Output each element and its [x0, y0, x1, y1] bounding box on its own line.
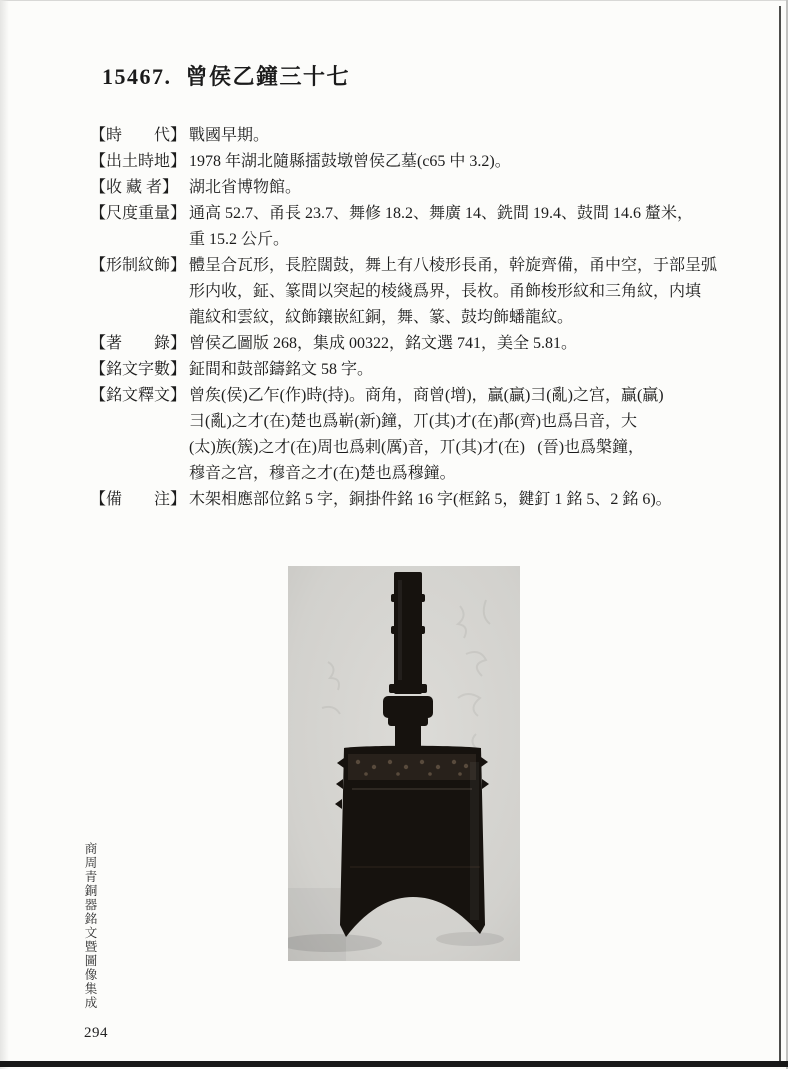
text-line: 木架相應部位銘 5 字，銅掛件銘 16 字(框銘 5，鍵釘 1 銘 5、2 銘 6)。 — [189, 491, 672, 508]
bell-photo-illustration — [288, 566, 520, 961]
entry-content — [189, 123, 738, 149]
text-line: 重 15.2 公斤。 — [189, 231, 290, 248]
entry-label: 【銘文釋文】 — [90, 387, 187, 404]
entry-row — [90, 149, 738, 175]
text-line: 戰國早期。 — [189, 127, 270, 144]
entry-row — [90, 175, 738, 201]
entry-content — [189, 357, 738, 383]
entry-row — [90, 357, 738, 383]
entry-row — [90, 383, 738, 487]
text-line: 彐(亂)之才(在)楚也爲嶄(新)鐘，丌(其)才(在)郬(齊)也爲吕音，大 — [189, 413, 637, 430]
scan-edge-bottom — [0, 1061, 788, 1067]
entry-label: 【尺度重量】 — [90, 205, 187, 222]
entry-label: 【備 注】 — [90, 491, 187, 508]
scan-edge-top — [0, 0, 788, 1]
entry-content — [189, 487, 738, 513]
entry-content — [189, 383, 738, 487]
text-line: 曾侯乙圖版 268，集成 00322，銘文選 741，美全 5.81。 — [189, 335, 578, 352]
entry-label: 【時 代】 — [90, 127, 187, 144]
entry-content — [189, 201, 738, 253]
text-line: 形内收，鉦、篆間以突起的棱綫爲界，長枚。甬飾梭形紋和三角紋，内填 — [189, 283, 702, 300]
entry-label: 【收 藏 者】 — [90, 179, 179, 196]
entry-content — [189, 149, 738, 175]
page-number: 294 — [84, 1025, 108, 1041]
text-line: 穆音之宫，穆音之才(在)楚也爲穆鐘。 — [189, 465, 456, 482]
text-line: 1978 年湖北隨縣擂鼓墩曾侯乙墓(c65 中 3.2)。 — [189, 153, 511, 170]
entry-label: 【出土時地】 — [90, 153, 187, 170]
text-line: 龍紋和雲紋，紋飾鑲嵌紅銅，舞、篆、鼓均飾蟠龍紋。 — [189, 309, 574, 326]
entry-row — [90, 487, 738, 513]
entry-label: 【形制紋飾】 — [90, 257, 187, 274]
entry-content — [189, 331, 738, 357]
text-line: 通高 52.7、甬長 23.7、舞修 18.2、舞廣 14、銑間 19.4、鼓間 14.6 釐米， — [189, 205, 694, 222]
scan-edge-left — [0, 0, 9, 1069]
text-line: (太)族(簇)之才(在)周也爲剌(厲)音，丌(其)才(在)𣈆(晉)也爲槃鐘， — [189, 439, 645, 456]
entry-label: 【銘文字數】 — [90, 361, 187, 378]
entry-list — [90, 123, 738, 513]
text-line: 體呈合瓦形，長腔闊鼓，舞上有八棱形長甬，幹旋齊備，甬中空，于部呈弧 — [189, 257, 718, 274]
artifact-photo — [288, 566, 520, 961]
text-line: 鉦間和鼓部鑄銘文 58 字。 — [189, 361, 374, 378]
photo-corner-shade — [288, 888, 346, 961]
entry-row — [90, 253, 738, 331]
entry-content — [189, 175, 738, 201]
page-title: 15467. 曾侯乙鐘三十七 — [102, 64, 351, 89]
scan-artifact-line — [779, 6, 781, 1061]
text-line: 曾矦(侯)乙乍(作)時(持)。商角，商曾(增)，贏(贏)彐(亂)之宫，贏(贏) — [189, 387, 664, 404]
entry-row — [90, 201, 738, 253]
entry-row — [90, 123, 738, 149]
text-line: 湖北省博物館。 — [189, 179, 302, 196]
entry-row — [90, 331, 738, 357]
entry-label: 【著 錄】 — [90, 335, 187, 352]
bell-shadow-right — [436, 932, 504, 946]
book-title-vertical: 商周青銅器銘文暨圖像集成 — [83, 842, 97, 1010]
entry-content — [189, 253, 738, 331]
